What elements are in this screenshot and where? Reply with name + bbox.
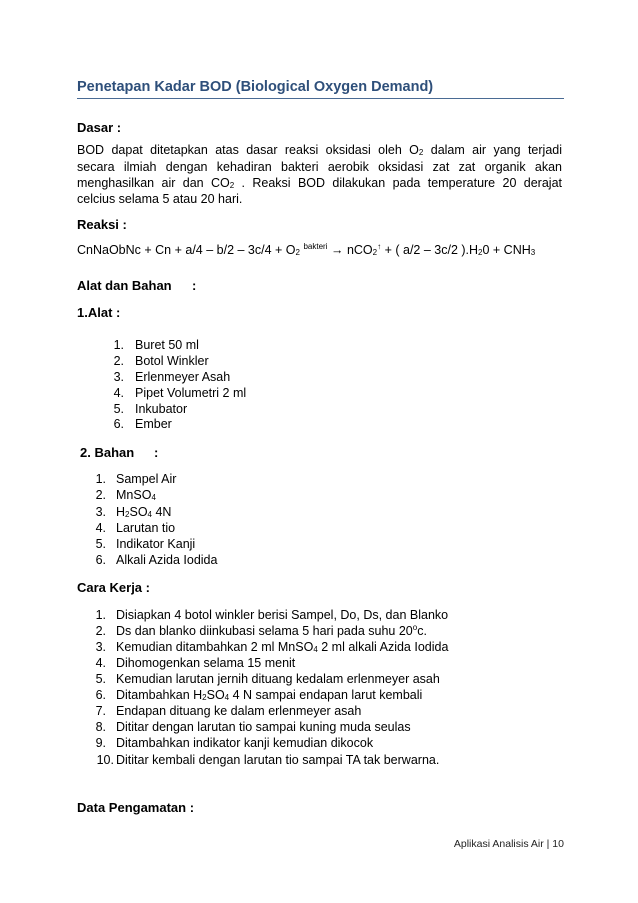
reaction-arrow-icon: → — [330, 243, 344, 257]
dasar-paragraph-line-2: secara ilmiah dengan kehadiran bakteri aerobik oksidasi zat zat organik akan — [77, 160, 562, 174]
list-item: Dititar dengan larutan tio sampai kuning muda seulas — [116, 720, 411, 734]
list-number: 1. — [95, 472, 106, 486]
dasar-paragraph-line-4: celcius selama 5 atau 20 hari. — [77, 192, 243, 206]
list-item: Ditambahkan indikator kanji kemudian dikocok — [116, 736, 374, 750]
alat-bahan-colon: : — [192, 278, 197, 293]
list-number: 5. — [95, 537, 106, 551]
list-item: Alkali Azida Iodida — [116, 553, 218, 567]
gas-up-arrow-icon: ↑ — [377, 242, 382, 251]
list-item: Indikator Kanji — [116, 537, 196, 551]
list-number: 8. — [95, 720, 106, 734]
data-pengamatan-heading: Data Pengamatan : — [77, 800, 195, 815]
bahan-heading: 2. Bahan — [80, 445, 135, 460]
list-item: Erlenmeyer Asah — [135, 370, 231, 384]
list-item: Inkubator — [135, 402, 188, 416]
list-number: 6. — [95, 553, 106, 567]
list-item: Endapan dituang ke dalam erlenmeyer asah — [116, 704, 362, 718]
list-item: H2SO4 4N — [116, 505, 172, 519]
list-item: Larutan tio — [116, 521, 176, 535]
list-number: 2. — [95, 488, 106, 502]
list-number: 9. — [95, 736, 106, 750]
title-underline — [77, 98, 564, 99]
list-item: Dihomogenkan selama 15 menit — [116, 656, 296, 670]
list-item: Ds dan blanko diinkubasi selama 5 hari pada suhu 20$^o$c. — [116, 623, 427, 638]
reaksi-heading: Reaksi : — [77, 217, 127, 232]
list-number: 4. — [113, 386, 124, 400]
list-number: 3. — [113, 370, 124, 384]
list-item: Kemudian larutan jernih dituang kedalam erlenmeyer asah — [116, 672, 440, 686]
list-item: Kemudian ditambahkan 2 ml MnSO4 2 ml alkali Azida Iodida — [116, 640, 449, 654]
list-number: 1. — [113, 338, 124, 352]
list-item: Buret 50 ml — [135, 338, 199, 352]
page-footer: Aplikasi Analisis Air | 10 — [453, 838, 564, 850]
list-item: Sampel Air — [116, 472, 177, 486]
list-number: 5. — [113, 402, 124, 416]
list-number: 6. — [113, 417, 124, 431]
list-number: 2. — [113, 354, 124, 368]
list-item: MnSO4 — [116, 488, 156, 502]
list-number: 7. — [95, 704, 106, 718]
reaction-equation: CnNaObNc + Cn + a/4 – b/2 – 3c/4 + O2 $^{bakteri}$ → nCO2↑ + ( a/2 – 3c/2 ).H20 + CNH3 — [77, 242, 536, 257]
list-item: Dititar kembali dengan larutan tio sampai TA tak berwarna. — [116, 753, 440, 767]
list-item: Ditambahkan H2SO4 4 N sampai endapan larut kembali — [116, 688, 423, 702]
list-number: 5. — [95, 672, 106, 686]
page-title: Penetapan Kadar BOD (Biological Oxygen Demand) — [77, 79, 434, 95]
list-number: 10. — [96, 753, 114, 767]
list-number: 3. — [95, 505, 106, 519]
dasar-paragraph-line-3: menghasilkan air dan CO2 . Reaksi BOD dilakukan pada temperature 20 derajat — [77, 176, 562, 190]
dasar-paragraph-line-1: BOD dapat ditetapkan atas dasar reaksi oksidasi oleh O2 dalam air yang terjadi — [77, 143, 562, 157]
bahan-colon: : — [154, 445, 159, 460]
list-number: 4. — [95, 656, 106, 670]
list-item: Disiapkan 4 botol winkler berisi Sampel, Do, Ds, dan Blanko — [116, 608, 449, 622]
list-number: 2. — [95, 624, 106, 638]
list-item: Botol Winkler — [135, 354, 209, 368]
list-item: Pipet Volumetri 2 ml — [135, 386, 247, 400]
alat-bahan-heading: Alat dan Bahan — [77, 278, 172, 293]
list-number: 4. — [95, 521, 106, 535]
dasar-heading: Dasar : — [77, 120, 122, 135]
list-number: 3. — [95, 640, 106, 654]
alat-heading: 1.Alat : — [77, 305, 121, 320]
list-number: 1. — [95, 608, 106, 622]
list-item: Ember — [135, 417, 172, 431]
cara-kerja-heading: Cara Kerja : — [77, 580, 150, 595]
list-number: 6. — [95, 688, 106, 702]
